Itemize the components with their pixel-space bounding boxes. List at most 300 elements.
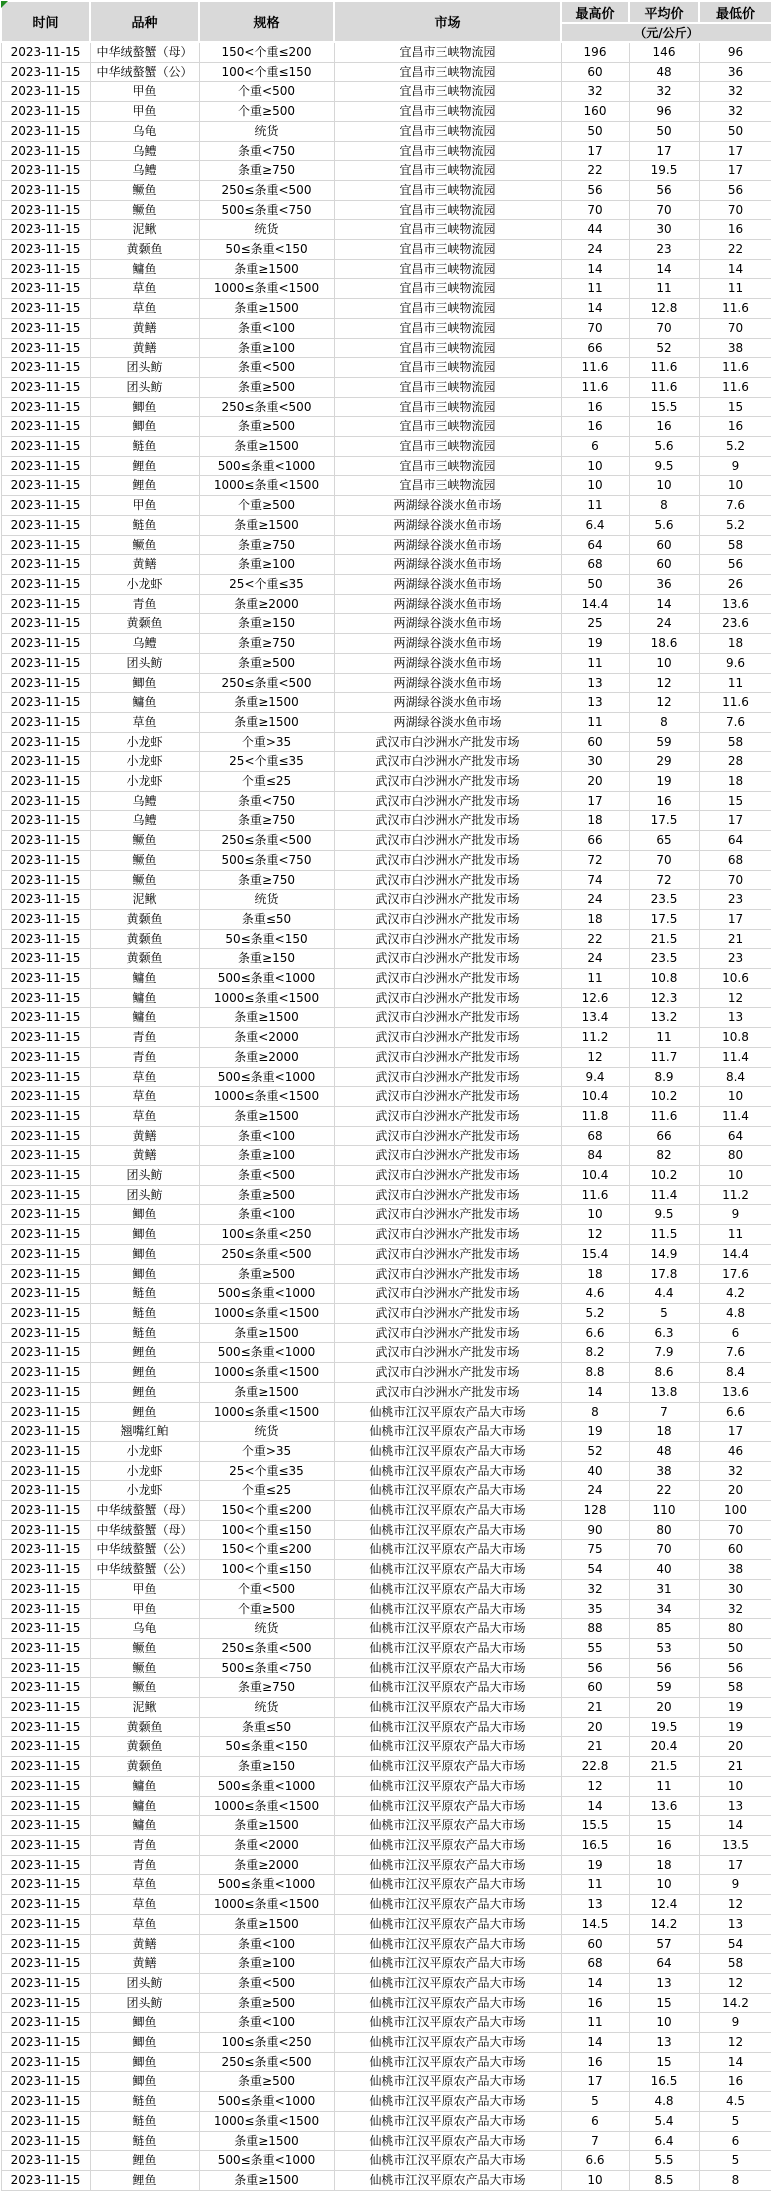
cell-low-price: 100 — [699, 1501, 771, 1521]
cell-variety: 青鱼 — [90, 1028, 199, 1048]
table-row — [1, 1619, 771, 1639]
cell-market: 宜昌市三峡物流园 — [334, 397, 561, 417]
cell-spec: 条重≥500 — [199, 377, 334, 397]
cell-spec: 条重<500 — [199, 358, 334, 378]
cell-spec: 个重≥500 — [199, 1599, 334, 1619]
cell-variety: 小龙虾 — [90, 574, 199, 594]
cell-variety: 鲫鱼 — [90, 2052, 199, 2072]
cell-avg-price: 66 — [629, 1126, 699, 1146]
cell-high-price: 40 — [561, 1461, 629, 1481]
cell-market: 宜昌市三峡物流园 — [334, 200, 561, 220]
table-row — [1, 161, 771, 181]
cell-variety: 鲢鱼 — [90, 2131, 199, 2151]
cell-avg-price: 59 — [629, 732, 699, 752]
cell-time: 2023-11-15 — [1, 1934, 90, 1954]
cell-variety: 鲫鱼 — [90, 1244, 199, 1264]
cell-low-price: 70 — [699, 870, 771, 890]
cell-spec: 150<个重≤200 — [199, 1501, 334, 1521]
cell-low-price: 16 — [699, 220, 771, 240]
cell-market: 仙桃市江汉平原农产品大市场 — [334, 1954, 561, 1974]
cell-high-price: 11 — [561, 969, 629, 989]
cell-avg-price: 4.4 — [629, 1284, 699, 1304]
cell-time: 2023-11-15 — [1, 62, 90, 82]
cell-time: 2023-11-15 — [1, 614, 90, 634]
cell-avg-price: 10.8 — [629, 969, 699, 989]
cell-market: 宜昌市三峡物流园 — [334, 279, 561, 299]
cell-low-price: 58 — [699, 1954, 771, 1974]
cell-avg-price: 21.5 — [629, 1757, 699, 1777]
cell-market: 宜昌市三峡物流园 — [334, 259, 561, 279]
cell-market: 仙桃市江汉平原农产品大市场 — [334, 2092, 561, 2112]
cell-market: 仙桃市江汉平原农产品大市场 — [334, 1501, 561, 1521]
table-row — [1, 377, 771, 397]
cell-variety: 小龙虾 — [90, 752, 199, 772]
cell-time: 2023-11-15 — [1, 909, 90, 929]
cell-time: 2023-11-15 — [1, 634, 90, 654]
cell-low-price: 30 — [699, 1579, 771, 1599]
cell-time: 2023-11-15 — [1, 1678, 90, 1698]
cell-avg-price: 18.6 — [629, 634, 699, 654]
cell-avg-price: 24 — [629, 614, 699, 634]
cell-variety: 乌鳢 — [90, 141, 199, 161]
price-unit-label: （元/公斤） — [561, 23, 771, 42]
cell-spec: 500≤条重<1000 — [199, 1875, 334, 1895]
cell-low-price: 14 — [699, 1816, 771, 1836]
cell-spec: 条重≥1500 — [199, 1382, 334, 1402]
col-header-market: 市场 — [334, 1, 561, 42]
cell-high-price: 24 — [561, 890, 629, 910]
cell-market: 武汉市白沙洲水产批发市场 — [334, 1225, 561, 1245]
cell-time: 2023-11-15 — [1, 1126, 90, 1146]
cell-high-price: 60 — [561, 732, 629, 752]
cell-variety: 黄颡鱼 — [90, 1737, 199, 1757]
cell-low-price: 56 — [699, 180, 771, 200]
table-row — [1, 1363, 771, 1383]
cell-low-price: 4.5 — [699, 2092, 771, 2112]
cell-avg-price: 14 — [629, 259, 699, 279]
cell-time: 2023-11-15 — [1, 1698, 90, 1718]
table-row — [1, 1106, 771, 1126]
cell-high-price: 8.8 — [561, 1363, 629, 1383]
cell-spec: 条重≥150 — [199, 1757, 334, 1777]
cell-avg-price: 65 — [629, 831, 699, 851]
cell-time: 2023-11-15 — [1, 535, 90, 555]
cell-time: 2023-11-15 — [1, 1875, 90, 1895]
cell-market: 宜昌市三峡物流园 — [334, 161, 561, 181]
col-header-spec: 规格 — [199, 1, 334, 42]
table-row — [1, 693, 771, 713]
table-row — [1, 772, 771, 792]
cell-spec: 条重≥1500 — [199, 1106, 334, 1126]
cell-avg-price: 10 — [629, 1875, 699, 1895]
cell-low-price: 4.8 — [699, 1304, 771, 1324]
cell-avg-price: 72 — [629, 870, 699, 890]
cell-avg-price: 16.5 — [629, 2072, 699, 2092]
cell-avg-price: 82 — [629, 1146, 699, 1166]
cell-spec: 条重≥100 — [199, 555, 334, 575]
cell-spec: 500≤条重<750 — [199, 1658, 334, 1678]
cell-time: 2023-11-15 — [1, 377, 90, 397]
table-row — [1, 850, 771, 870]
cell-spec: 25<个重≤35 — [199, 574, 334, 594]
cell-spec: 150<个重≤200 — [199, 1540, 334, 1560]
cell-high-price: 8.2 — [561, 1343, 629, 1363]
cell-high-price: 14 — [561, 1796, 629, 1816]
cell-time: 2023-11-15 — [1, 1185, 90, 1205]
cell-high-price: 11 — [561, 653, 629, 673]
cell-low-price: 11 — [699, 673, 771, 693]
table-row — [1, 338, 771, 358]
cell-time: 2023-11-15 — [1, 1008, 90, 1028]
cell-avg-price: 60 — [629, 555, 699, 575]
cell-variety: 黄颡鱼 — [90, 929, 199, 949]
table-row — [1, 220, 771, 240]
cell-spec: 500≤条重<750 — [199, 850, 334, 870]
cell-market: 宜昌市三峡物流园 — [334, 299, 561, 319]
cell-variety: 鲢鱼 — [90, 1323, 199, 1343]
cell-variety: 鲤鱼 — [90, 1382, 199, 1402]
cell-low-price: 13 — [699, 1796, 771, 1816]
cell-time: 2023-11-15 — [1, 240, 90, 260]
cell-market: 武汉市白沙洲水产批发市场 — [334, 988, 561, 1008]
table-row — [1, 2052, 771, 2072]
cell-market: 武汉市白沙洲水产批发市场 — [334, 831, 561, 851]
cell-variety: 黄鳝 — [90, 1126, 199, 1146]
cell-avg-price: 11.4 — [629, 1185, 699, 1205]
cell-high-price: 6.6 — [561, 2151, 629, 2171]
cell-avg-price: 12.4 — [629, 1895, 699, 1915]
cell-variety: 甲鱼 — [90, 496, 199, 516]
cell-spec: 1000≤条重<1500 — [199, 1402, 334, 1422]
cell-avg-price: 13 — [629, 1973, 699, 1993]
cell-low-price: 14 — [699, 259, 771, 279]
cell-avg-price: 34 — [629, 1599, 699, 1619]
cell-high-price: 11.6 — [561, 358, 629, 378]
cell-market: 仙桃市江汉平原农产品大市场 — [334, 1835, 561, 1855]
table-row — [1, 1422, 771, 1442]
cell-spec: 条重≥500 — [199, 653, 334, 673]
cell-market: 武汉市白沙洲水产批发市场 — [334, 732, 561, 752]
cell-high-price: 60 — [561, 1934, 629, 1954]
cell-variety: 泥鳅 — [90, 220, 199, 240]
cell-time: 2023-11-15 — [1, 121, 90, 141]
table-row — [1, 752, 771, 772]
cell-avg-price: 17.5 — [629, 909, 699, 929]
cell-time: 2023-11-15 — [1, 1619, 90, 1639]
table-row — [1, 121, 771, 141]
cell-high-price: 90 — [561, 1520, 629, 1540]
cell-market: 仙桃市江汉平原农产品大市场 — [334, 1934, 561, 1954]
cell-low-price: 11.2 — [699, 1185, 771, 1205]
cell-avg-price: 146 — [629, 42, 699, 62]
table-row — [1, 831, 771, 851]
table-row — [1, 1225, 771, 1245]
cell-spec: 统货 — [199, 1698, 334, 1718]
cell-spec: 条重≥1500 — [199, 2170, 334, 2190]
cell-variety: 乌鳢 — [90, 791, 199, 811]
table-row — [1, 279, 771, 299]
table-row — [1, 1126, 771, 1146]
cell-low-price: 68 — [699, 850, 771, 870]
table-row — [1, 1914, 771, 1934]
cell-market: 仙桃市江汉平原农产品大市场 — [334, 1855, 561, 1875]
cell-market: 两湖绿谷淡水鱼市场 — [334, 594, 561, 614]
cell-variety: 鲫鱼 — [90, 2013, 199, 2033]
cell-high-price: 14.4 — [561, 594, 629, 614]
cell-market: 武汉市白沙洲水产批发市场 — [334, 1185, 561, 1205]
cell-market: 仙桃市江汉平原农产品大市场 — [334, 1796, 561, 1816]
cell-spec: 1000≤条重<1500 — [199, 476, 334, 496]
cell-low-price: 58 — [699, 1678, 771, 1698]
cell-time: 2023-11-15 — [1, 496, 90, 516]
cell-market: 仙桃市江汉平原农产品大市场 — [334, 1757, 561, 1777]
cell-spec: 500≤条重<1000 — [199, 1067, 334, 1087]
cell-spec: 条重<2000 — [199, 1835, 334, 1855]
cell-low-price: 5.2 — [699, 515, 771, 535]
cell-market: 武汉市白沙洲水产批发市场 — [334, 1008, 561, 1028]
cell-high-price: 24 — [561, 949, 629, 969]
table-row — [1, 82, 771, 102]
cell-high-price: 52 — [561, 1441, 629, 1461]
cell-low-price: 12 — [699, 1895, 771, 1915]
col-header-variety: 品种 — [90, 1, 199, 42]
table-row — [1, 240, 771, 260]
cell-spec: 500≤条重<1000 — [199, 969, 334, 989]
cell-time: 2023-11-15 — [1, 1638, 90, 1658]
cell-low-price: 10 — [699, 1166, 771, 1186]
cell-high-price: 16 — [561, 2052, 629, 2072]
cell-market: 仙桃市江汉平原农产品大市场 — [334, 2033, 561, 2053]
cell-low-price: 64 — [699, 1126, 771, 1146]
cell-variety: 鲤鱼 — [90, 1363, 199, 1383]
cell-time: 2023-11-15 — [1, 1599, 90, 1619]
cell-variety: 鳙鱼 — [90, 969, 199, 989]
cell-market: 仙桃市江汉平原农产品大市场 — [334, 1599, 561, 1619]
cell-high-price: 60 — [561, 1678, 629, 1698]
cell-time: 2023-11-15 — [1, 1796, 90, 1816]
cell-variety: 鳜鱼 — [90, 535, 199, 555]
cell-high-price: 30 — [561, 752, 629, 772]
cell-spec: 250≤条重<500 — [199, 1244, 334, 1264]
cell-time: 2023-11-15 — [1, 42, 90, 62]
cell-avg-price: 52 — [629, 338, 699, 358]
cell-low-price: 11 — [699, 1225, 771, 1245]
cell-variety: 团头鲂 — [90, 1185, 199, 1205]
cell-time: 2023-11-15 — [1, 2170, 90, 2190]
cell-variety: 鳜鱼 — [90, 1638, 199, 1658]
cell-time: 2023-11-15 — [1, 1914, 90, 1934]
cell-market: 武汉市白沙洲水产批发市场 — [334, 1126, 561, 1146]
cell-low-price: 58 — [699, 535, 771, 555]
cell-avg-price: 10 — [629, 2013, 699, 2033]
cell-high-price: 6.4 — [561, 515, 629, 535]
cell-avg-price: 11.7 — [629, 1047, 699, 1067]
cell-spec: 个重>35 — [199, 732, 334, 752]
cell-avg-price: 18 — [629, 1855, 699, 1875]
cell-market: 仙桃市江汉平原农产品大市场 — [334, 2013, 561, 2033]
cell-avg-price: 85 — [629, 1619, 699, 1639]
cell-time: 2023-11-15 — [1, 2092, 90, 2112]
cell-market: 宜昌市三峡物流园 — [334, 456, 561, 476]
table-row — [1, 318, 771, 338]
cell-spec: 条重≥1500 — [199, 1323, 334, 1343]
cell-avg-price: 40 — [629, 1560, 699, 1580]
cell-low-price: 7.6 — [699, 1343, 771, 1363]
table-row — [1, 555, 771, 575]
cell-time: 2023-11-15 — [1, 220, 90, 240]
cell-high-price: 13 — [561, 1895, 629, 1915]
cell-market: 仙桃市江汉平原农产品大市场 — [334, 1914, 561, 1934]
cell-high-price: 50 — [561, 574, 629, 594]
cell-market: 仙桃市江汉平原农产品大市场 — [334, 1619, 561, 1639]
cell-market: 武汉市白沙洲水产批发市场 — [334, 890, 561, 910]
cell-low-price: 9 — [699, 456, 771, 476]
table-row — [1, 200, 771, 220]
cell-variety: 鳜鱼 — [90, 850, 199, 870]
cell-variety: 甲鱼 — [90, 82, 199, 102]
cell-spec: 个重>35 — [199, 1441, 334, 1461]
cell-time: 2023-11-15 — [1, 850, 90, 870]
cell-market: 两湖绿谷淡水鱼市场 — [334, 634, 561, 654]
cell-market: 武汉市白沙洲水产批发市场 — [334, 791, 561, 811]
cell-market: 两湖绿谷淡水鱼市场 — [334, 496, 561, 516]
table-header — [1, 1, 771, 42]
table-row — [1, 614, 771, 634]
cell-market: 两湖绿谷淡水鱼市场 — [334, 555, 561, 575]
cell-time: 2023-11-15 — [1, 1954, 90, 1974]
table-row — [1, 1973, 771, 1993]
cell-avg-price: 70 — [629, 850, 699, 870]
cell-variety: 团头鲂 — [90, 1993, 199, 2013]
cell-variety: 鳙鱼 — [90, 693, 199, 713]
cell-avg-price: 29 — [629, 752, 699, 772]
cell-spec: 条重≥500 — [199, 2072, 334, 2092]
cell-low-price: 17 — [699, 1422, 771, 1442]
cell-high-price: 14 — [561, 1973, 629, 1993]
cell-variety: 黄鳝 — [90, 1146, 199, 1166]
cell-market: 宜昌市三峡物流园 — [334, 240, 561, 260]
cell-market: 仙桃市江汉平原农产品大市场 — [334, 1520, 561, 1540]
cell-time: 2023-11-15 — [1, 2052, 90, 2072]
cell-variety: 乌鳢 — [90, 811, 199, 831]
cell-low-price: 16 — [699, 417, 771, 437]
cell-spec: 500≤条重<750 — [199, 200, 334, 220]
cell-time: 2023-11-15 — [1, 358, 90, 378]
cell-high-price: 60 — [561, 62, 629, 82]
table-row — [1, 2092, 771, 2112]
cell-spec: 50≤条重<150 — [199, 929, 334, 949]
cell-low-price: 10.6 — [699, 969, 771, 989]
cell-low-price: 70 — [699, 1520, 771, 1540]
cell-avg-price: 18 — [629, 1422, 699, 1442]
cell-avg-price: 6.4 — [629, 2131, 699, 2151]
cell-high-price: 6 — [561, 437, 629, 457]
cell-variety: 小龙虾 — [90, 1441, 199, 1461]
cell-high-price: 12 — [561, 1776, 629, 1796]
cell-high-price: 56 — [561, 180, 629, 200]
cell-time: 2023-11-15 — [1, 2013, 90, 2033]
table-row — [1, 949, 771, 969]
cell-variety: 中华绒螯蟹（公） — [90, 62, 199, 82]
cell-high-price: 22 — [561, 161, 629, 181]
cell-time: 2023-11-15 — [1, 279, 90, 299]
cell-time: 2023-11-15 — [1, 338, 90, 358]
cell-high-price: 64 — [561, 535, 629, 555]
table-row — [1, 62, 771, 82]
cell-spec: 统货 — [199, 1422, 334, 1442]
cell-low-price: 80 — [699, 1619, 771, 1639]
cell-market: 两湖绿谷淡水鱼市场 — [334, 712, 561, 732]
table-row — [1, 1776, 771, 1796]
cell-low-price: 23 — [699, 890, 771, 910]
cell-spec: 25<个重≤35 — [199, 752, 334, 772]
cell-variety: 鲢鱼 — [90, 1284, 199, 1304]
cell-market: 武汉市白沙洲水产批发市场 — [334, 1106, 561, 1126]
cell-time: 2023-11-15 — [1, 1382, 90, 1402]
cell-low-price: 58 — [699, 732, 771, 752]
cell-low-price: 36 — [699, 62, 771, 82]
cell-spec: 条重≥500 — [199, 1264, 334, 1284]
table-row — [1, 969, 771, 989]
cell-avg-price: 13.2 — [629, 1008, 699, 1028]
cell-spec: 150<个重≤200 — [199, 42, 334, 62]
table-row — [1, 1757, 771, 1777]
cell-variety: 草鱼 — [90, 1106, 199, 1126]
price-table-body — [1, 42, 771, 2190]
table-row — [1, 791, 771, 811]
cell-spec: 条重≥100 — [199, 1146, 334, 1166]
cell-high-price: 66 — [561, 831, 629, 851]
cell-low-price: 11.4 — [699, 1047, 771, 1067]
cell-avg-price: 70 — [629, 200, 699, 220]
table-row — [1, 358, 771, 378]
cell-time: 2023-11-15 — [1, 1422, 90, 1442]
cell-high-price: 35 — [561, 1599, 629, 1619]
table-row — [1, 909, 771, 929]
cell-market: 宜昌市三峡物流园 — [334, 377, 561, 397]
cell-avg-price: 9.5 — [629, 456, 699, 476]
cell-variety: 草鱼 — [90, 1087, 199, 1107]
cell-avg-price: 11 — [629, 1028, 699, 1048]
cell-time: 2023-11-15 — [1, 653, 90, 673]
col-header-high-price: 最高价 — [561, 1, 629, 23]
cell-market: 仙桃市江汉平原农产品大市场 — [334, 2111, 561, 2131]
table-row — [1, 2033, 771, 2053]
cell-market: 仙桃市江汉平原农产品大市场 — [334, 1678, 561, 1698]
cell-avg-price: 12.8 — [629, 299, 699, 319]
cell-avg-price: 12 — [629, 673, 699, 693]
cell-avg-price: 6.3 — [629, 1323, 699, 1343]
cell-low-price: 13.5 — [699, 1835, 771, 1855]
cell-avg-price: 5.6 — [629, 437, 699, 457]
cell-spec: 500≤条重<1000 — [199, 1343, 334, 1363]
cell-avg-price: 13.8 — [629, 1382, 699, 1402]
cell-time: 2023-11-15 — [1, 1973, 90, 1993]
table-row — [1, 1185, 771, 1205]
cell-avg-price: 10 — [629, 476, 699, 496]
cell-variety: 鳙鱼 — [90, 1816, 199, 1836]
cell-time: 2023-11-15 — [1, 693, 90, 713]
cell-high-price: 15.4 — [561, 1244, 629, 1264]
cell-high-price: 160 — [561, 102, 629, 122]
table-row — [1, 653, 771, 673]
cell-spec: 条重≥750 — [199, 1678, 334, 1698]
cell-spec: 统货 — [199, 1619, 334, 1639]
cell-low-price: 14 — [699, 2052, 771, 2072]
cell-time: 2023-11-15 — [1, 1244, 90, 1264]
cell-variety: 中华绒螯蟹（公） — [90, 1560, 199, 1580]
cell-high-price: 16 — [561, 417, 629, 437]
